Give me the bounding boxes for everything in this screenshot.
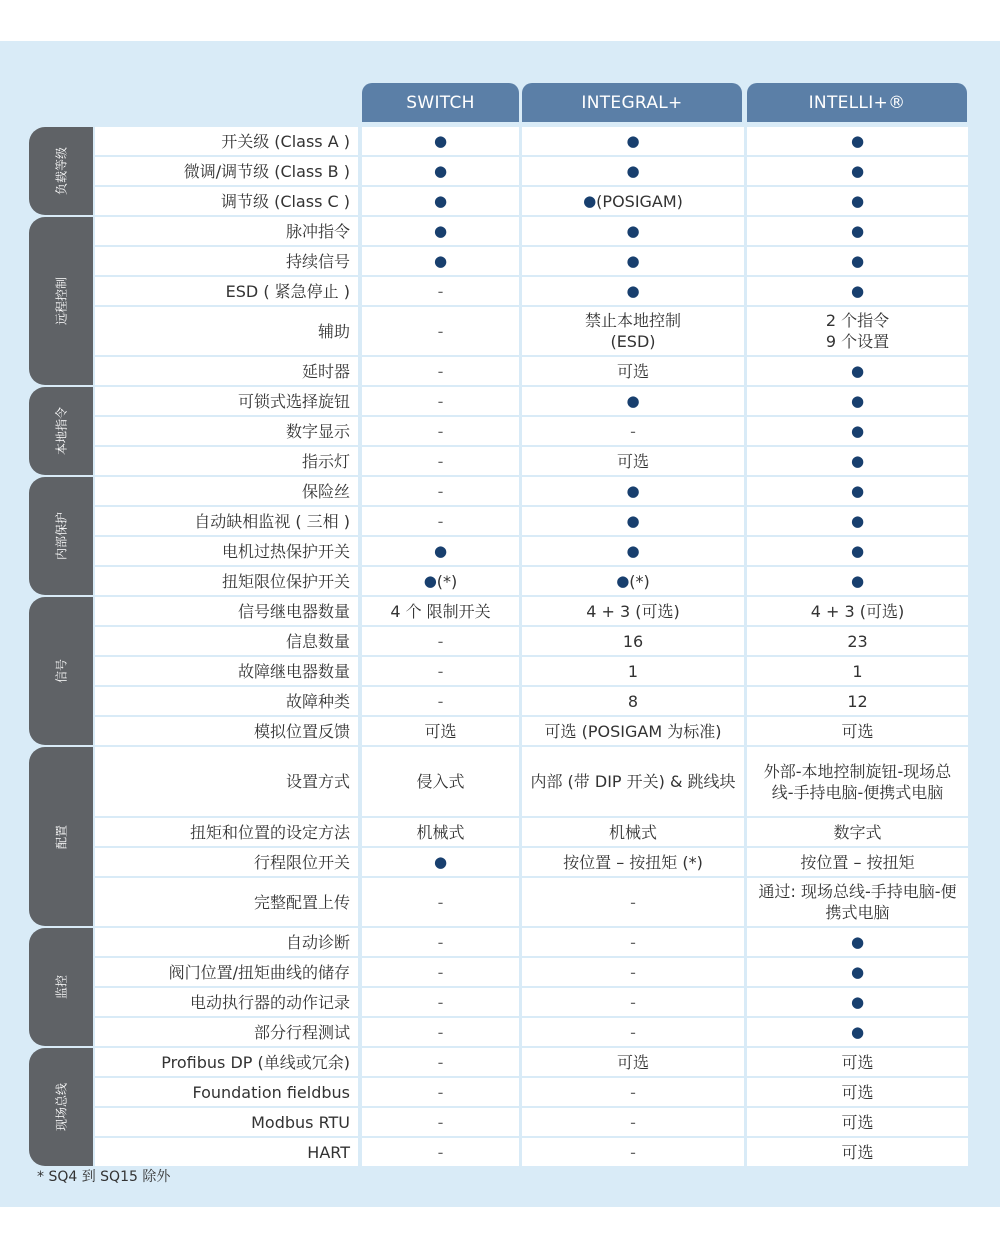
table-cell	[522, 387, 744, 415]
table-cell: ● (*)	[522, 567, 744, 595]
bullet-icon: ●	[433, 541, 448, 560]
table-cell: 按位置 – 按扭矩	[747, 848, 968, 876]
row-label: 电机过热保护开关	[95, 537, 358, 565]
table-cell: 2 个指令 9 个设置	[747, 307, 968, 355]
row-label: Modbus RTU	[95, 1108, 358, 1136]
table-cell: 12	[747, 687, 968, 715]
table-cell	[747, 567, 968, 595]
table-cell	[522, 277, 744, 305]
table-cell: 23	[747, 627, 968, 655]
group-label: 信号	[54, 658, 69, 684]
table-cell: -	[362, 878, 519, 926]
table-cell: -	[362, 277, 519, 305]
row-label: 脉冲指令	[95, 217, 358, 245]
group-label: 负载等级	[54, 146, 69, 196]
bullet-icon: ●	[850, 161, 865, 180]
row-label: 扭矩和位置的设定方法	[95, 818, 358, 846]
bullet-icon: ●	[626, 541, 640, 560]
table-cell	[747, 157, 968, 185]
bullet-icon: ●	[423, 571, 437, 590]
table-cell: ● (*)	[362, 567, 519, 595]
bullet-icon: ●	[850, 391, 865, 410]
bullet-icon: ●	[433, 191, 448, 210]
bullet-icon: ●	[433, 161, 448, 180]
bullet-icon: ●	[850, 962, 865, 981]
bullet-icon: ●	[850, 992, 865, 1011]
row-label: 信号继电器数量	[95, 597, 358, 625]
column-header-integral: INTEGRAL+	[522, 83, 742, 122]
table-cell: 侵入式	[362, 747, 519, 816]
table-cell	[522, 507, 744, 535]
row-label: 指示灯	[95, 447, 358, 475]
bullet-icon: ●	[626, 131, 640, 150]
row-label: 持续信号	[95, 247, 358, 275]
table-cell: -	[362, 307, 519, 355]
table-cell	[747, 187, 968, 215]
table-cell: -	[522, 988, 744, 1016]
table-cell: -	[362, 357, 519, 385]
row-label: ESD ( 紧急停止 )	[95, 277, 358, 305]
bullet-icon: ●	[850, 191, 865, 210]
table-cell: -	[522, 1138, 744, 1166]
bullet-icon: ●	[850, 932, 865, 951]
table-cell	[362, 247, 519, 275]
bullet-icon: ●	[626, 391, 640, 410]
row-label: 自动缺相监视 ( 三相 )	[95, 507, 358, 535]
table-cell	[747, 988, 968, 1016]
group-tab	[29, 928, 93, 1046]
column-header-switch: SWITCH	[362, 83, 519, 122]
bullet-icon: ●	[850, 421, 865, 440]
group-tab	[29, 597, 93, 745]
bullet-icon: ●	[850, 281, 865, 300]
group-tab	[29, 747, 93, 926]
bullet-icon: ●	[850, 541, 865, 560]
table-cell	[747, 417, 968, 445]
row-label: 阀门位置/扭矩曲线的储存	[95, 958, 358, 986]
bullet-icon: ●	[616, 571, 630, 590]
row-label: 模拟位置反馈	[95, 717, 358, 745]
bullet-icon: ●	[850, 451, 865, 470]
table-cell: 通过: 现场总线-手持电脑-便携式电脑	[747, 878, 968, 926]
table-cell: 可选	[522, 1048, 744, 1076]
bullet-icon: ●	[850, 361, 865, 380]
table-cell: -	[522, 928, 744, 956]
row-label: 保险丝	[95, 477, 358, 505]
bullet-icon: ●	[626, 221, 640, 240]
table-cell: -	[362, 447, 519, 475]
table-cell	[362, 127, 519, 155]
table-cell: 机械式	[362, 818, 519, 846]
table-cell	[522, 247, 744, 275]
bullet-icon: ●	[850, 221, 865, 240]
group-label: 配置	[54, 824, 69, 849]
table-cell	[522, 157, 744, 185]
bullet-icon: ●	[626, 511, 640, 530]
row-label: 故障种类	[95, 687, 358, 715]
table-cell	[747, 507, 968, 535]
table-cell	[747, 277, 968, 305]
row-label: 辅助	[95, 307, 358, 355]
bullet-icon: ●	[433, 251, 448, 270]
table-cell: -	[362, 477, 519, 505]
bullet-icon: ●	[583, 191, 597, 210]
table-cell: 1	[747, 657, 968, 685]
table-cell: -	[362, 928, 519, 956]
row-label: 数字显示	[95, 417, 358, 445]
row-label: 可锁式选择旋钮	[95, 387, 358, 415]
row-label: 扭矩限位保护开关	[95, 567, 358, 595]
group-label: 远程控制	[54, 276, 69, 326]
row-label: 完整配置上传	[95, 878, 358, 926]
table-cell: -	[522, 1018, 744, 1046]
table-cell: 外部-本地控制旋钮-现场总线-手持电脑-便携式电脑	[747, 747, 968, 816]
table-cell: -	[362, 417, 519, 445]
bullet-icon: ●	[850, 251, 865, 270]
table-cell: -	[522, 417, 744, 445]
table-cell	[522, 217, 744, 245]
bullet-icon: ●	[626, 251, 640, 270]
table-cell	[522, 477, 744, 505]
row-label: Foundation fieldbus	[95, 1078, 358, 1106]
group-label: 现场总线	[54, 1082, 69, 1132]
table-cell: 4 个 限制开关	[362, 597, 519, 625]
table-cell	[747, 217, 968, 245]
table-cell: -	[522, 1108, 744, 1136]
table-cell: 可选	[362, 717, 519, 745]
row-label: 设置方式	[95, 747, 358, 816]
row-label: 故障继电器数量	[95, 657, 358, 685]
group-tab	[29, 1048, 93, 1166]
table-cell: 可选	[522, 447, 744, 475]
table-cell: -	[362, 687, 519, 715]
table-cell: 可选	[747, 717, 968, 745]
table-cell: 1	[522, 657, 744, 685]
table-cell: -	[362, 507, 519, 535]
table-cell: -	[522, 878, 744, 926]
table-cell: -	[362, 1018, 519, 1046]
table-cell	[747, 477, 968, 505]
table-cell	[747, 357, 968, 385]
bullet-icon: ●	[850, 131, 865, 150]
group-label: 内部保护	[54, 511, 69, 561]
table-cell	[747, 447, 968, 475]
table-cell: -	[362, 1048, 519, 1076]
table-cell: 可选	[747, 1048, 968, 1076]
table-cell: -	[362, 958, 519, 986]
table-cell: 内部 (带 DIP 开关) & 跳线块	[522, 747, 744, 816]
table-cell	[747, 247, 968, 275]
column-header-intelli: INTELLI+®	[747, 83, 967, 122]
group-label: 监控	[54, 974, 69, 1000]
table-cell	[362, 157, 519, 185]
table-cell: -	[362, 988, 519, 1016]
table-cell: 4 + 3 (可选)	[522, 597, 744, 625]
table-cell: -	[362, 657, 519, 685]
table-cell	[747, 387, 968, 415]
bullet-icon: ●	[626, 481, 640, 500]
table-cell: 禁止本地控制 (ESD)	[522, 307, 744, 355]
bullet-icon: ●	[850, 481, 865, 500]
table-cell: 可选	[747, 1108, 968, 1136]
group-tab	[29, 387, 93, 475]
table-cell: ● (POSIGAM)	[522, 187, 744, 215]
table-cell: -	[362, 1108, 519, 1136]
table-cell: 4 + 3 (可选)	[747, 597, 968, 625]
group-tab	[29, 477, 93, 595]
table-cell: 机械式	[522, 818, 744, 846]
table-cell: 可选	[747, 1138, 968, 1166]
row-label: HART	[95, 1138, 358, 1166]
table-cell	[362, 217, 519, 245]
footnote: * SQ4 到 SQ15 除外	[37, 1169, 171, 1185]
bullet-icon: ●	[433, 131, 448, 150]
table-cell: 可选	[522, 357, 744, 385]
table-cell: 可选 (POSIGAM 为标准)	[522, 717, 744, 745]
group-label: 本地指令	[54, 406, 69, 456]
table-cell: 按位置 – 按扭矩 (*)	[522, 848, 744, 876]
bullet-icon: ●	[850, 511, 865, 530]
row-label: Profibus DP (单线或冗余)	[95, 1048, 358, 1076]
table-cell: 数字式	[747, 818, 968, 846]
bullet-icon: ●	[433, 852, 448, 871]
table-cell	[522, 537, 744, 565]
table-cell: -	[522, 958, 744, 986]
table-cell	[747, 127, 968, 155]
table-cell	[522, 127, 744, 155]
bullet-icon: ●	[433, 221, 448, 240]
row-label: 开关级 (Class A )	[95, 127, 358, 155]
bullet-icon: ●	[850, 1022, 865, 1041]
bullet-icon: ●	[850, 571, 865, 590]
row-label: 信息数量	[95, 627, 358, 655]
table-cell	[747, 1018, 968, 1046]
table-cell: 8	[522, 687, 744, 715]
table-cell	[747, 928, 968, 956]
table-cell	[747, 958, 968, 986]
table-cell: -	[522, 1078, 744, 1106]
table-cell: -	[362, 387, 519, 415]
group-tab	[29, 217, 93, 385]
row-label: 自动诊断	[95, 928, 358, 956]
table-cell: -	[362, 627, 519, 655]
table-cell: -	[362, 1138, 519, 1166]
group-tab	[29, 127, 93, 215]
row-label: 电动执行器的动作记录	[95, 988, 358, 1016]
table-cell	[362, 848, 519, 876]
bullet-icon: ●	[626, 281, 640, 300]
table-cell: 16	[522, 627, 744, 655]
table-cell	[362, 187, 519, 215]
bullet-icon: ●	[626, 161, 640, 180]
row-label: 微调/调节级 (Class B )	[95, 157, 358, 185]
table-cell: -	[362, 1078, 519, 1106]
table-cell	[747, 537, 968, 565]
row-label: 调节级 (Class C )	[95, 187, 358, 215]
table-cell: 可选	[747, 1078, 968, 1106]
row-label: 部分行程测试	[95, 1018, 358, 1046]
row-label: 行程限位开关	[95, 848, 358, 876]
table-cell	[362, 537, 519, 565]
row-label: 延时器	[95, 357, 358, 385]
